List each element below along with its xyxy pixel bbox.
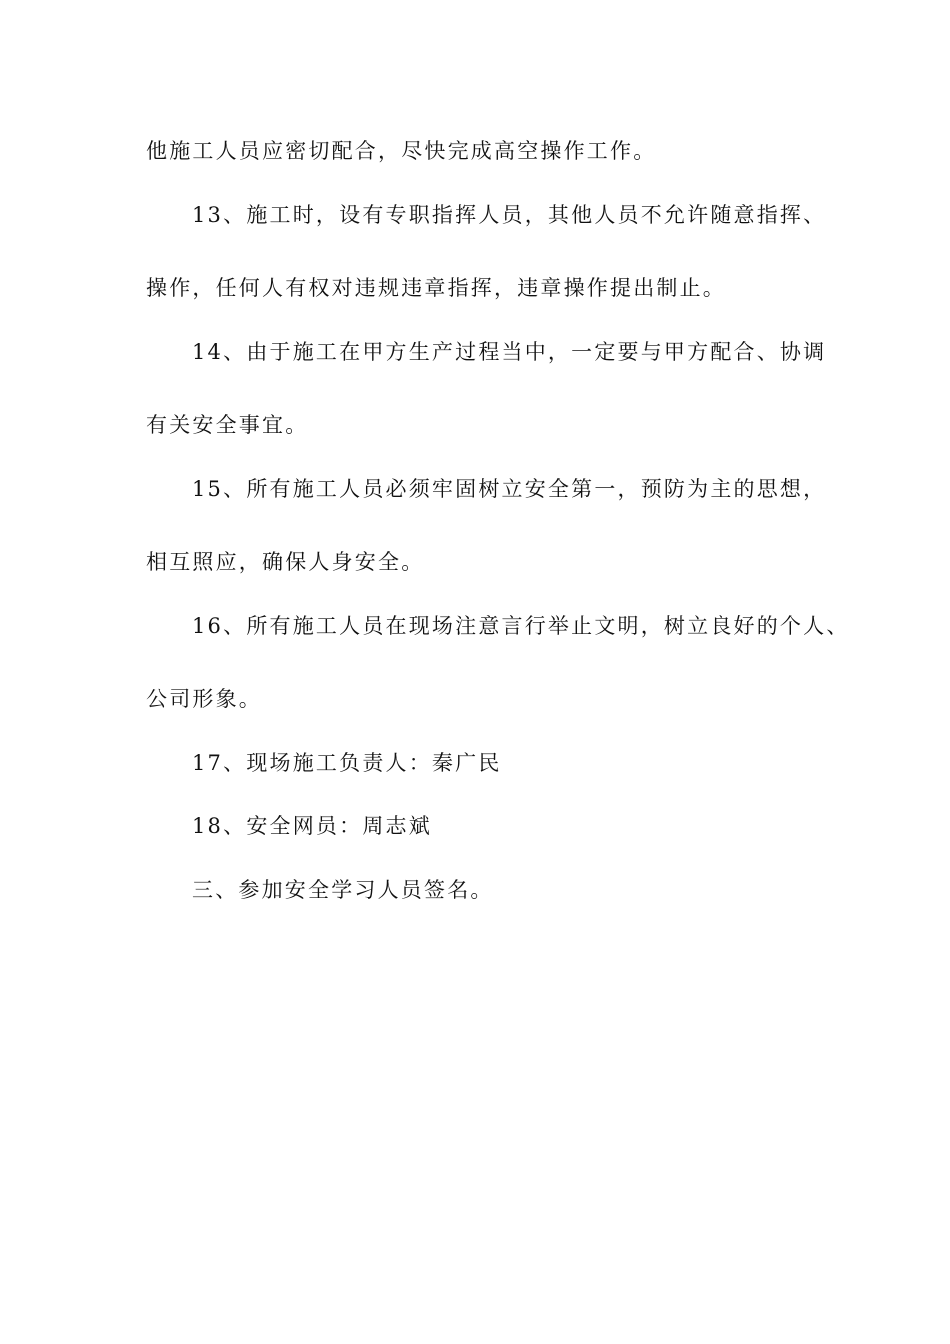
item-13-line-1: 13、施工时，设有专职指挥人员，其他人员不允许随意指挥、 — [192, 203, 827, 227]
text-line-1: 他施工人员应密切配合，尽快完成高空操作工作。 — [146, 139, 657, 163]
item-15-line-1: 15、所有施工人员必须牢固树立安全第一，预防为主的思想， — [192, 477, 827, 501]
item-15-line-2: 相互照应，确保人身安全。 — [146, 550, 425, 574]
item-16-line-1: 16、所有施工人员在现场注意言行举止文明，树立良好的个人、 — [192, 614, 850, 638]
item-14-line-2: 有关安全事宜。 — [146, 413, 309, 437]
item-17-line: 17、现场施工负责人：秦广民 — [192, 751, 502, 775]
item-13-line-2: 操作，任何人有权对违规违章指挥，违章操作提出制止。 — [146, 276, 726, 300]
item-18-line: 18、安全网员：周志斌 — [192, 814, 432, 838]
section-three-heading: 三、参加安全学习人员签名。 — [192, 878, 494, 902]
item-16-line-2: 公司形象。 — [146, 687, 262, 711]
item-14-line-1: 14、由于施工在甲方生产过程当中，一定要与甲方配合、协调 — [192, 340, 827, 364]
